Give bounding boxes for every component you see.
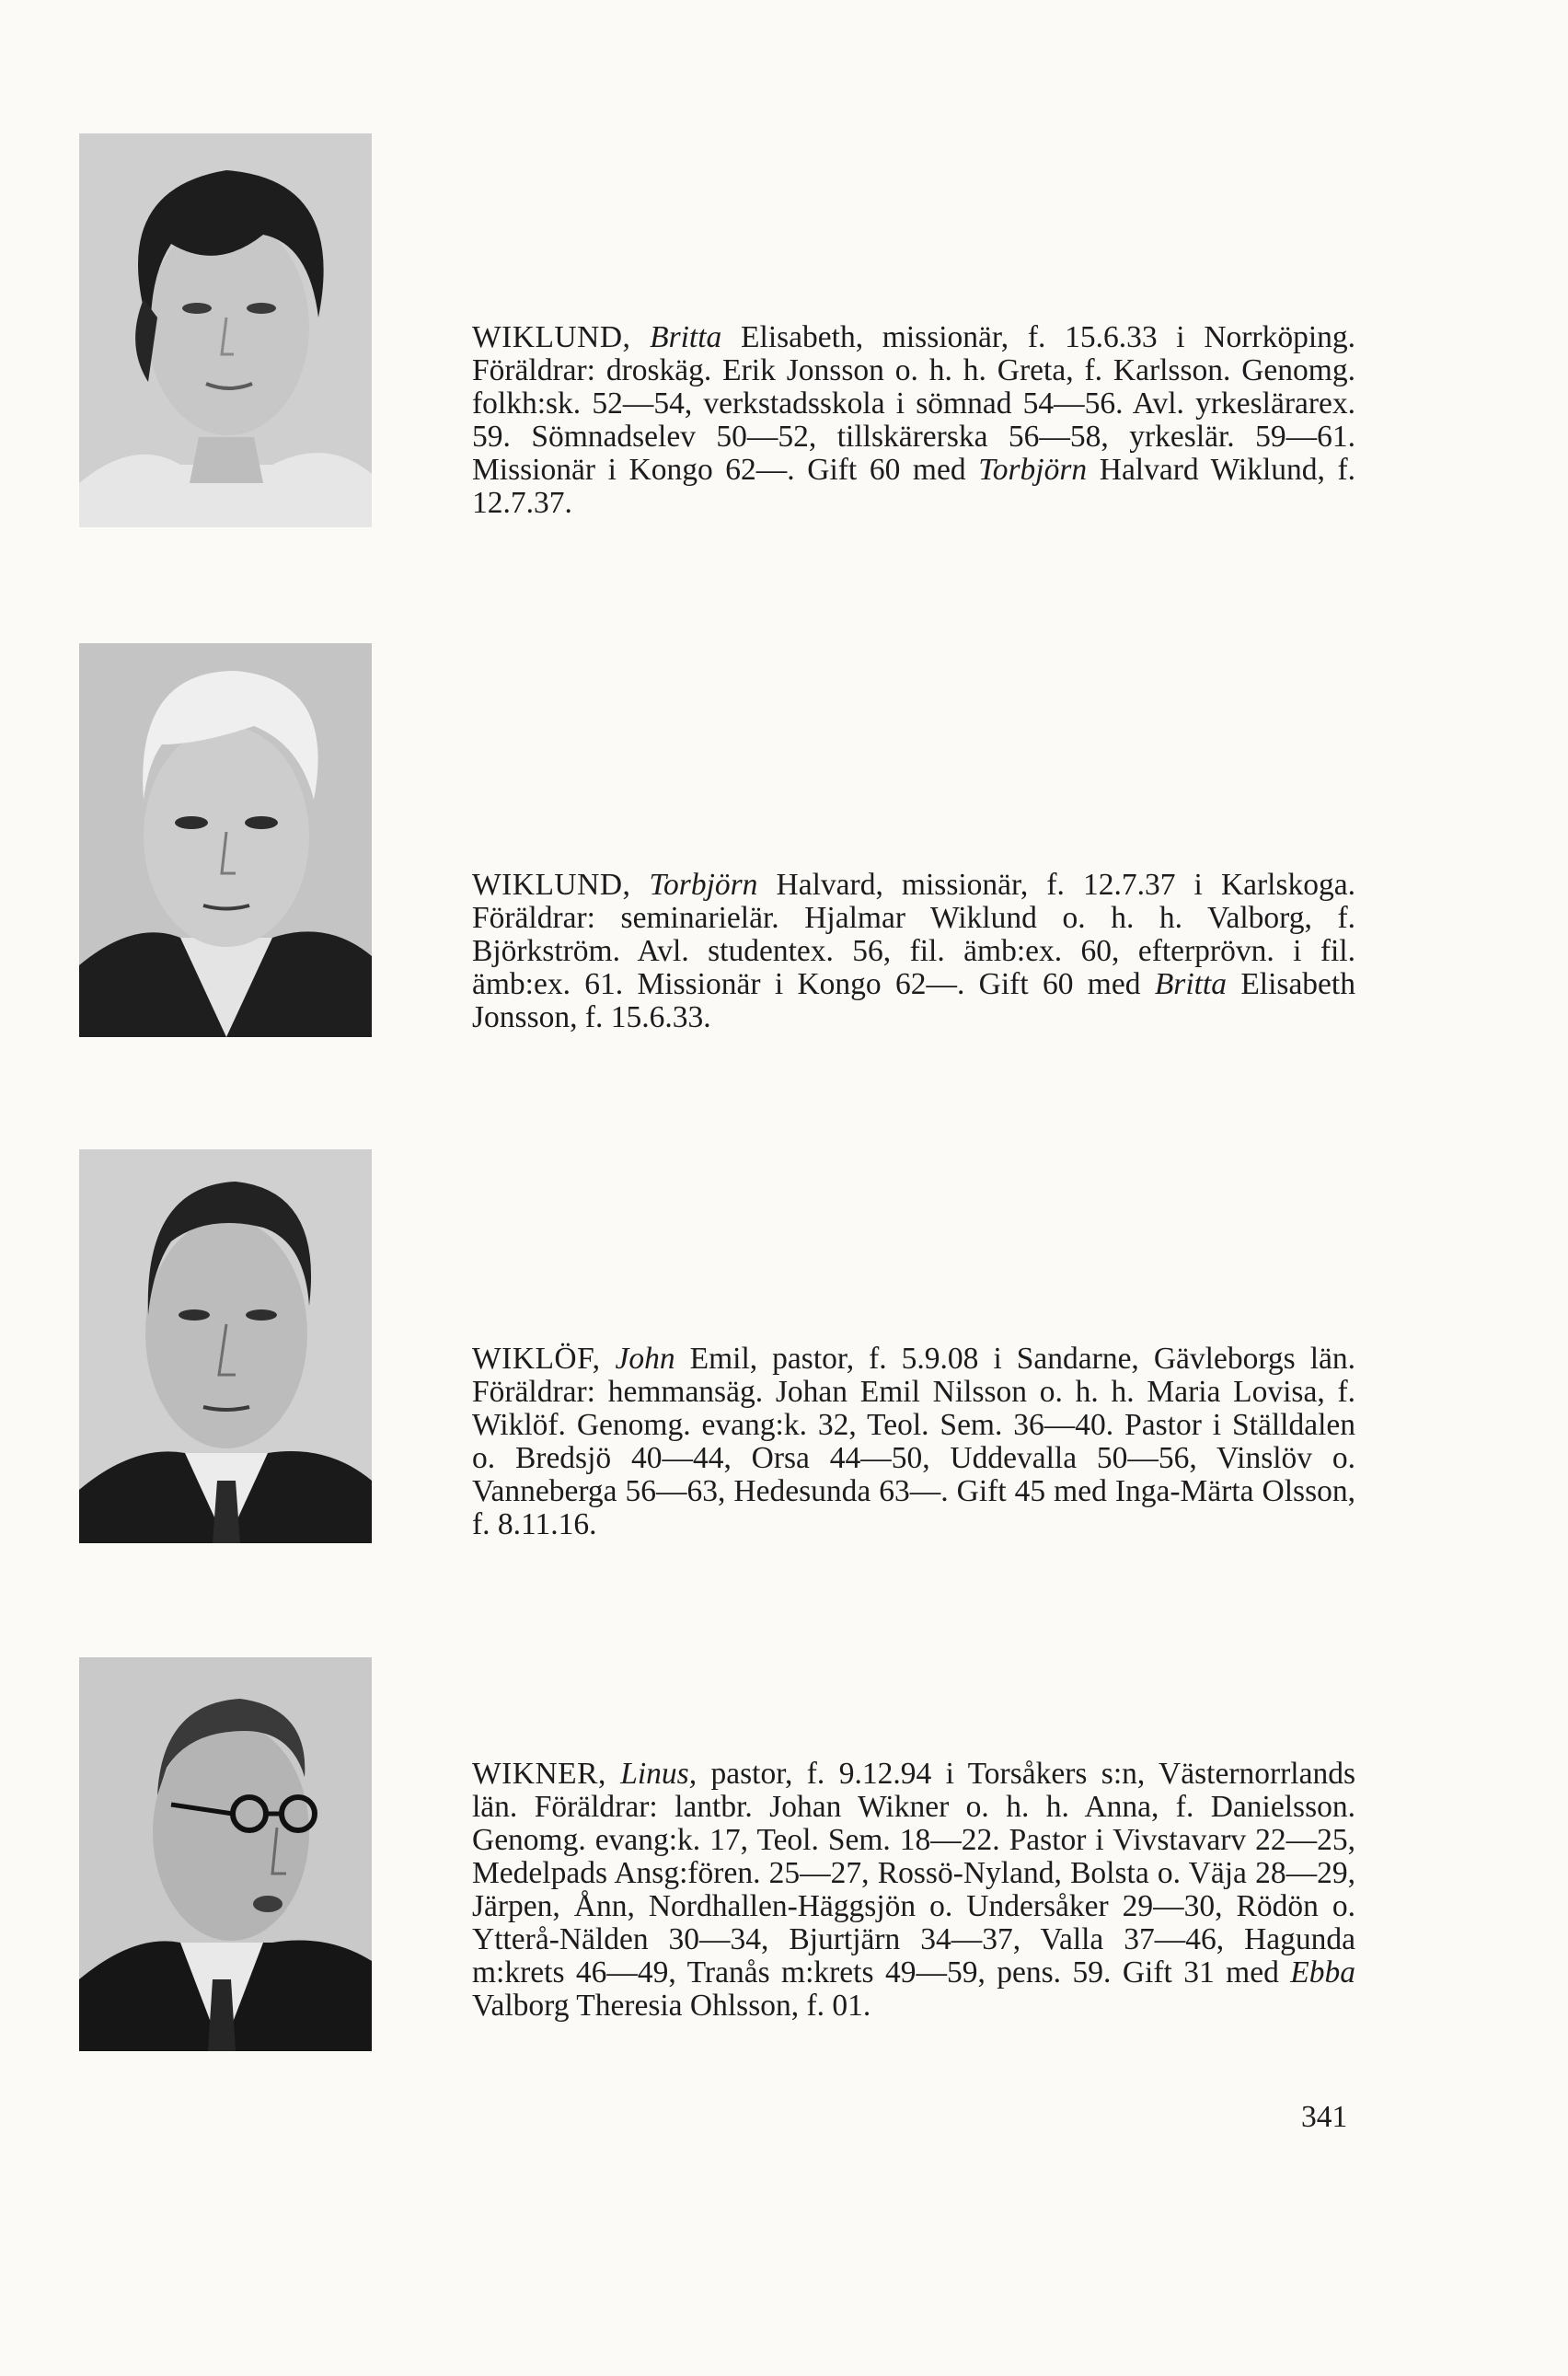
spouse-details: Valborg Theresia Ohlsson, f. 01.: [472, 1989, 871, 2023]
biography-details: Elisabeth, missionär, f. 15.6.33 i Norrköping. Föräldrar: droskäg. Erik Jonsson o. h. h. Greta, f. Karlsson. Genomg. folkh:sk. 52—54, verkstadsskola i sömnad 54—56. Avl. yrkeslärarex. 59. Sömnadselev 50—52, tillskärerska 56—58, yrkeslär. 59—61. Missionär i Kongo 62—. Gift 60 med: [472, 320, 1356, 487]
biography-details: pastor, f. 9.12.94 i Torsåkers s:n, Västernorrlands län. Föräldrar: lantbr. Johan Wikner o. h. h. Anna, f. Danielsson. Genomg. evang:k. 17, Teol. Sem. 18—22. Pastor i Vivstavarv 22—25, Medelpads Ansg:fören. 25—27, Rossö-Nyland, Bolsta o. Väja 28—29, Järpen, Ånn, Nordhallen-Häggsjön o. Undersåker 29—30, Rödön o. Ytterå-Nälden 30—34, Bjurtjärn 34—37, Valla 37—46, Hagunda m:krets 46—49, Tranås m:krets 49—59, pens. 59. Gift 31 med: [472, 1757, 1356, 1990]
portrait-photo-linus-wikner: [79, 1657, 372, 2051]
given-name: Linus,: [620, 1757, 698, 1791]
surname: WIKLUND,: [472, 868, 631, 902]
biography-text-torbjorn-wiklund: [472, 869, 1355, 1034]
spouse-given-name: Torbjörn: [978, 453, 1088, 487]
portrait-photo-britta-wiklund: [79, 133, 372, 527]
surname: WIKNER,: [472, 1757, 606, 1791]
given-name: John: [615, 1342, 675, 1376]
spouse-given-name: Ebba: [1290, 1955, 1356, 1990]
spouse-details: Halvard Wiklund, f. 12.7.37.: [472, 453, 1356, 520]
biography-details: Emil, pastor, f. 5.9.08 i Sandarne, Gävleborgs län. Föräldrar: hemmansäg. Johan Emil Nilsson o. h. h. Maria Lovisa, f. Wiklöf. Genomg. evang:k. 32, Teol. Sem. 36—40. Pastor i Ställdalen o. Bredsjö 40—44, Orsa 44—50, Uddevalla 50—56, Vinslöv o. Vanneberga 56—63, Hedesunda 63—. Gift 45 med Inga-Märta Olsson, f. 8.11.16.: [472, 1342, 1355, 1541]
given-name: Britta: [650, 320, 722, 354]
page-number: 341: [1301, 2100, 1348, 2134]
biography-text-john-wiklof: [472, 1343, 1355, 1541]
surname: WIKLÖF,: [472, 1342, 601, 1376]
spouse-details: Elisabeth Jonsson, f. 15.6.33.: [472, 967, 1355, 1034]
portrait-photo-torbjorn-wiklund: [79, 643, 372, 1037]
portrait-photo-john-wiklof: [79, 1149, 372, 1543]
given-name: Torbjörn: [649, 868, 758, 902]
biography-details: Halvard, missionär, f. 12.7.37 i Karlskoga. Föräldrar: seminarielär. Hjalmar Wiklund o. h. h. Valborg, f. Björkström. Avl. studentex. 56, fil. ämb:ex. 60, efterprövn. i fil. ämb:ex. 61. Missionär i Kongo 62—. Gift 60 med: [472, 868, 1356, 1001]
biography-text-britta-wiklund: [472, 321, 1355, 520]
biography-text-linus-wikner: [472, 1758, 1355, 2023]
spouse-given-name: Britta: [1154, 967, 1227, 1001]
surname: WIKLUND,: [472, 320, 631, 354]
